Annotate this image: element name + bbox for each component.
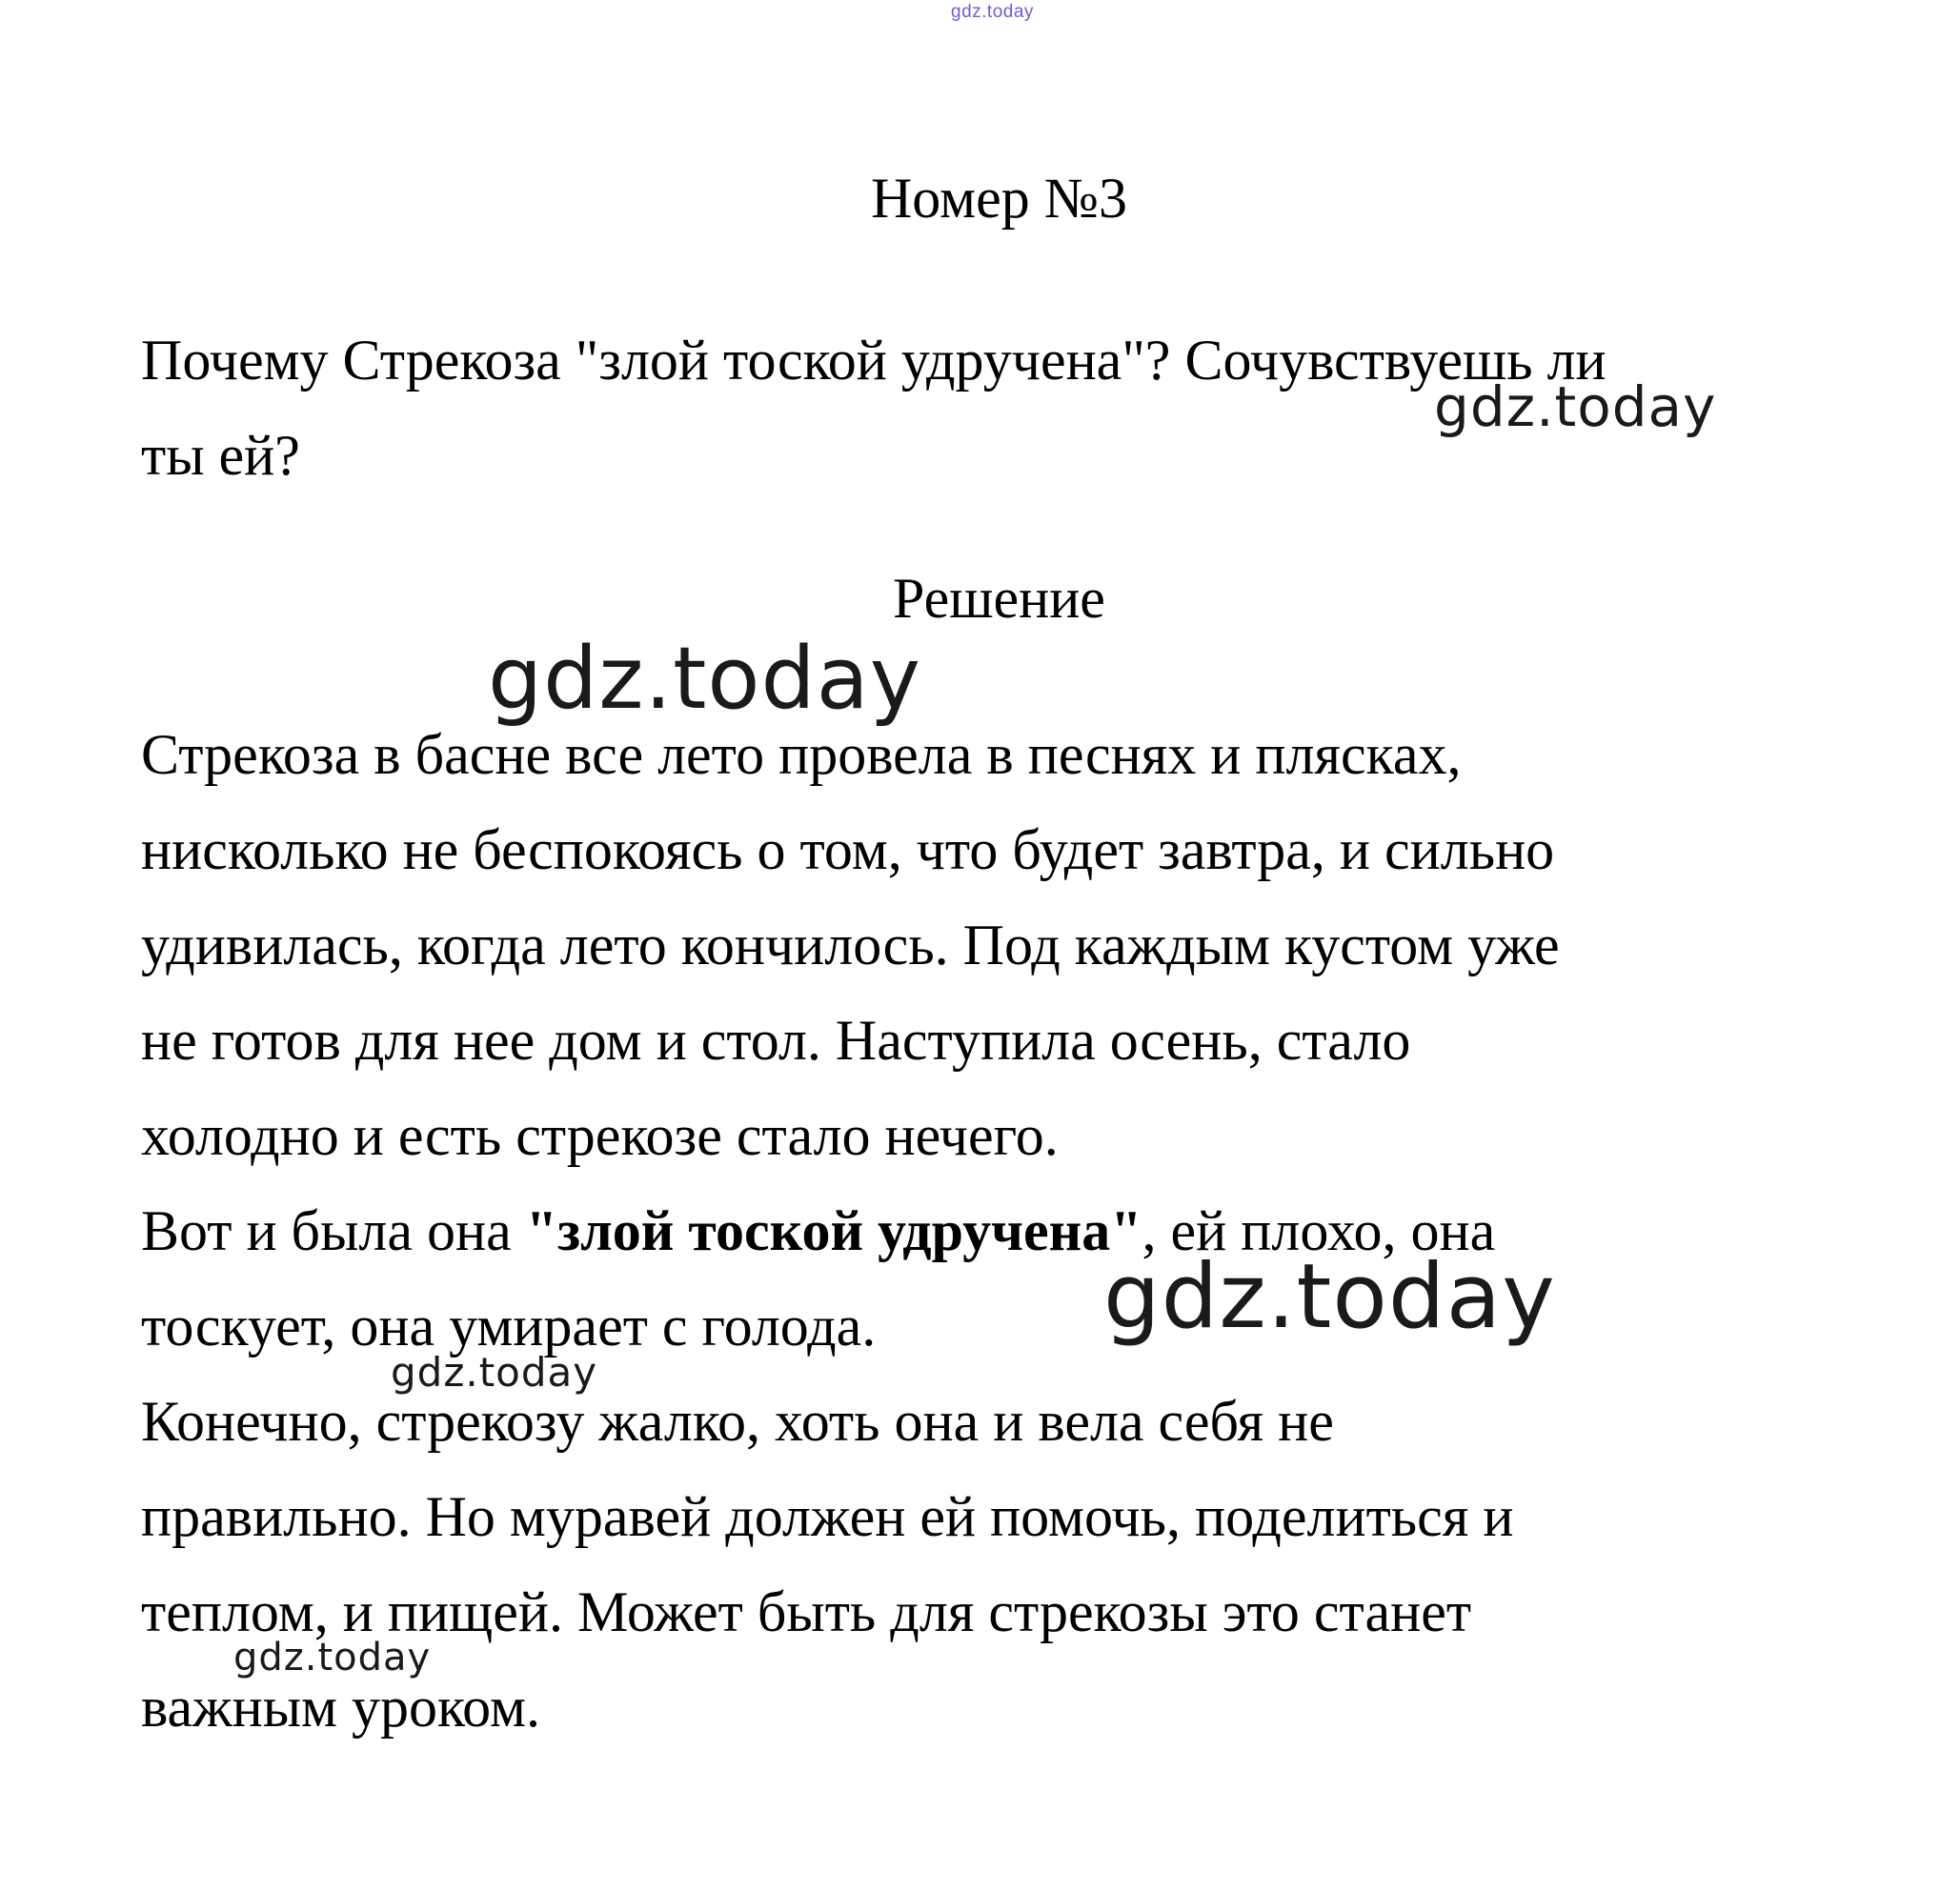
watermark: gdz.today bbox=[1434, 374, 1717, 439]
answer-line: не готов для нее дом и стол. Наступила осень, стало bbox=[141, 1009, 1411, 1072]
page-title: Номер №3 bbox=[870, 167, 1128, 230]
watermark-top: gdz.today bbox=[951, 2, 1034, 22]
answer-line: теплом, и пищей. Может быть для стрекозы это станет bbox=[141, 1580, 1472, 1643]
answer-line: холодно и есть стрекозе стало нечего. bbox=[141, 1104, 1059, 1167]
answer-line-before: Вот и была она bbox=[141, 1199, 526, 1262]
answer-line: важным уроком. bbox=[141, 1676, 540, 1739]
watermark: gdz.today bbox=[488, 629, 922, 729]
answer-line: тоскует, она умирает с голода. bbox=[141, 1295, 877, 1358]
emphasized-quote: "злой тоской удручена" bbox=[525, 1199, 1142, 1262]
answer-line: правильно. Но муравей должен ей помочь, поделиться и bbox=[141, 1485, 1514, 1548]
solution-heading: Решение bbox=[893, 567, 1105, 630]
question-line: ты ей? bbox=[141, 424, 300, 487]
watermark: gdz.today bbox=[391, 1349, 598, 1396]
watermark: gdz.today bbox=[233, 1636, 432, 1680]
answer-line: Конечно, стрекозу жалко, хоть она и вела себя не bbox=[141, 1390, 1334, 1453]
answer-line: Стрекоза в басне все лето провела в песнях и плясках, bbox=[141, 723, 1462, 786]
answer-line: удивилась, когда лето кончилось. Под каждым кустом уже bbox=[141, 914, 1560, 976]
question-line: Почему Стрекоза "злой тоской удручена"? Сочувствуешь ли bbox=[141, 329, 1606, 392]
answer-text bbox=[141, 707, 1932, 1755]
answer-line: нисколько не беспокоясь о том, что будет завтра, и сильно bbox=[141, 818, 1555, 881]
watermark: gdz.today bbox=[1103, 1245, 1556, 1349]
answer-line-emphasis bbox=[141, 1183, 1932, 1278]
answer-line-after: , ей плохо, она bbox=[1142, 1199, 1496, 1262]
